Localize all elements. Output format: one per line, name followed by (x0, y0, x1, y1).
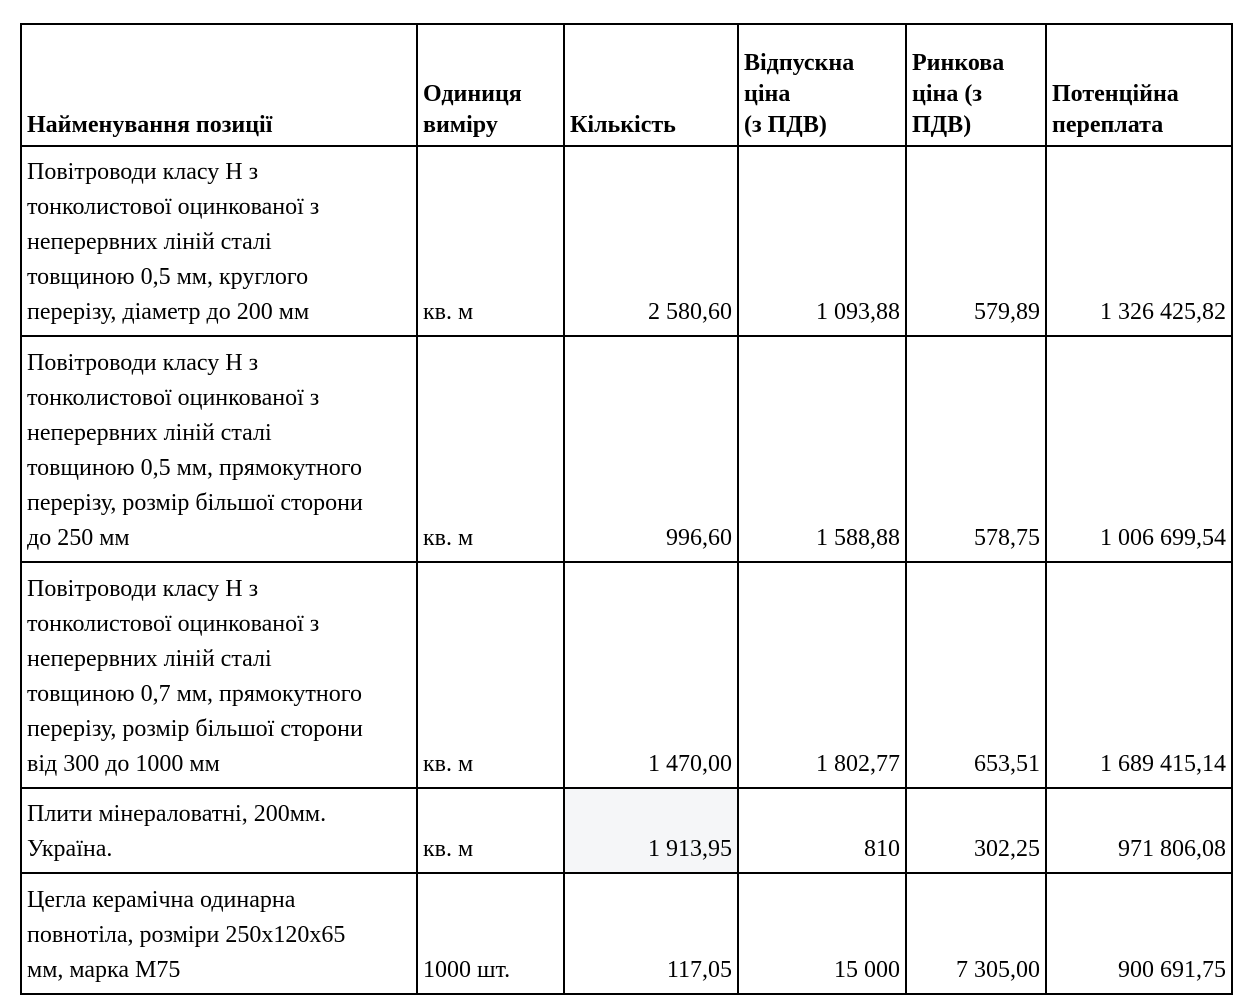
cell-unit: кв. м (417, 336, 564, 562)
header-unit: Одиниця виміру (417, 24, 564, 146)
cell-market-price: 7 305,00 (906, 873, 1046, 994)
header-market-price: Ринкова ціна (з ПДВ) (906, 24, 1046, 146)
table-row (21, 788, 1232, 873)
cell-overpayment: 1 689 415,14 (1046, 562, 1232, 788)
cell-item-name: Цегла керамічна одинарна повнотіла, розміри 250х120х65 мм, марка М75 (21, 873, 417, 994)
table-header-row (21, 24, 1232, 146)
cell-release-price: 1 588,88 (738, 336, 906, 562)
cell-overpayment: 1 006 699,54 (1046, 336, 1232, 562)
cell-quantity: 996,60 (564, 336, 738, 562)
table-row (21, 562, 1232, 788)
cell-release-price: 15 000 (738, 873, 906, 994)
cell-unit: кв. м (417, 788, 564, 873)
cell-item-name: Повітроводи класу Н з тонколистової оцинкованої з неперервних ліній сталі товщиною 0,5 мм, круглого перерізу, діаметр до 200 мм (21, 146, 417, 336)
table-row (21, 336, 1232, 562)
table-row (21, 873, 1232, 994)
header-quantity: Кількість (564, 24, 738, 146)
cell-market-price: 578,75 (906, 336, 1046, 562)
cell-item-name: Повітроводи класу Н з тонколистової оцинкованої з неперервних ліній сталі товщиною 0,7 мм, прямокутного перерізу, розмір більшої сторони від 300 до 1000 мм (21, 562, 417, 788)
header-overpayment: Потенційна переплата (1046, 24, 1232, 146)
cell-quantity: 2 580,60 (564, 146, 738, 336)
cell-market-price: 579,89 (906, 146, 1046, 336)
header-item-name: Найменування позиції (21, 24, 417, 146)
cell-market-price: 302,25 (906, 788, 1046, 873)
cell-overpayment: 900 691,75 (1046, 873, 1232, 994)
header-release-price: Відпускна ціна (з ПДВ) (738, 24, 906, 146)
cell-release-price: 810 (738, 788, 906, 873)
cell-market-price: 653,51 (906, 562, 1046, 788)
cell-overpayment: 971 806,08 (1046, 788, 1232, 873)
cell-quantity: 1 470,00 (564, 562, 738, 788)
cell-quantity: 117,05 (564, 873, 738, 994)
cell-unit: кв. м (417, 146, 564, 336)
cell-unit: кв. м (417, 562, 564, 788)
cell-item-name: Плити мінераловатні, 200мм. Україна. (21, 788, 417, 873)
cell-overpayment: 1 326 425,82 (1046, 146, 1232, 336)
cell-quantity: 1 913,95 (564, 788, 738, 873)
cell-unit: 1000 шт. (417, 873, 564, 994)
cell-release-price: 1 802,77 (738, 562, 906, 788)
cell-release-price: 1 093,88 (738, 146, 906, 336)
price-comparison-table (20, 23, 1233, 995)
cell-item-name: Повітроводи класу Н з тонколистової оцинкованої з неперервних ліній сталі товщиною 0,5 мм, прямокутного перерізу, розмір більшої сторони до 250 мм (21, 336, 417, 562)
table-row (21, 146, 1232, 336)
